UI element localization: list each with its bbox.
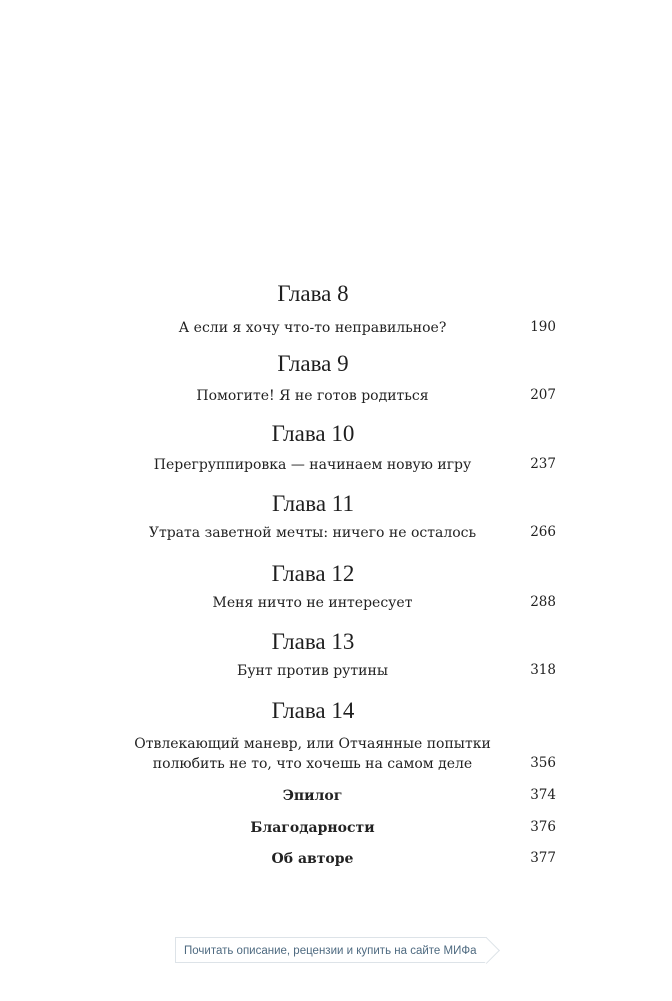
chapter-heading: Глава 13 [271,629,355,654]
chapter-title: Бунт против рутины [237,663,388,679]
chapter-title: Меня ничто не интересует [212,595,413,611]
chapter-title: Помогите! Я не готов родиться [196,388,429,404]
page-number: 376 [530,819,556,835]
publisher-link-label: Почитать описание, рецензии и купить на сайте МИФа [184,945,477,957]
page-number: 377 [530,850,556,866]
chapter-heading: Глава 14 [271,698,355,723]
chapter-title-line1: Отвлекающий маневр, или Отчаянные попытки [134,736,491,752]
chapter-title: Перегруппировка — начинаем новую игру [153,457,472,473]
page-number: 207 [530,387,556,403]
page-number: 374 [530,787,556,803]
chapter-heading: Глава 11 [272,491,354,516]
publisher-link-button[interactable] [175,937,487,963]
acknowledgements-title: Благодарности [250,820,375,836]
chapter-heading: Глава 12 [271,561,355,586]
chapter-heading: Глава 8 [277,281,349,306]
page-number: 356 [530,755,556,771]
about-author-title: Об авторе [271,851,354,867]
chapter-title: А если я хочу что-то неправильное? [178,320,447,336]
page-number: 190 [530,319,556,335]
chapter-heading: Глава 9 [277,351,349,376]
page-number: 288 [530,594,556,610]
page-number: 318 [530,662,556,678]
page-number: 266 [530,524,556,540]
chapter-heading: Глава 10 [271,421,355,446]
page-number: 237 [530,456,556,472]
chapter-title-line2: полюбить не то, что хочешь на самом деле [152,756,473,772]
chapter-title: Утрата заветной мечты: ничего не осталось [148,525,477,541]
epilogue-title: Эпилог [282,788,343,804]
